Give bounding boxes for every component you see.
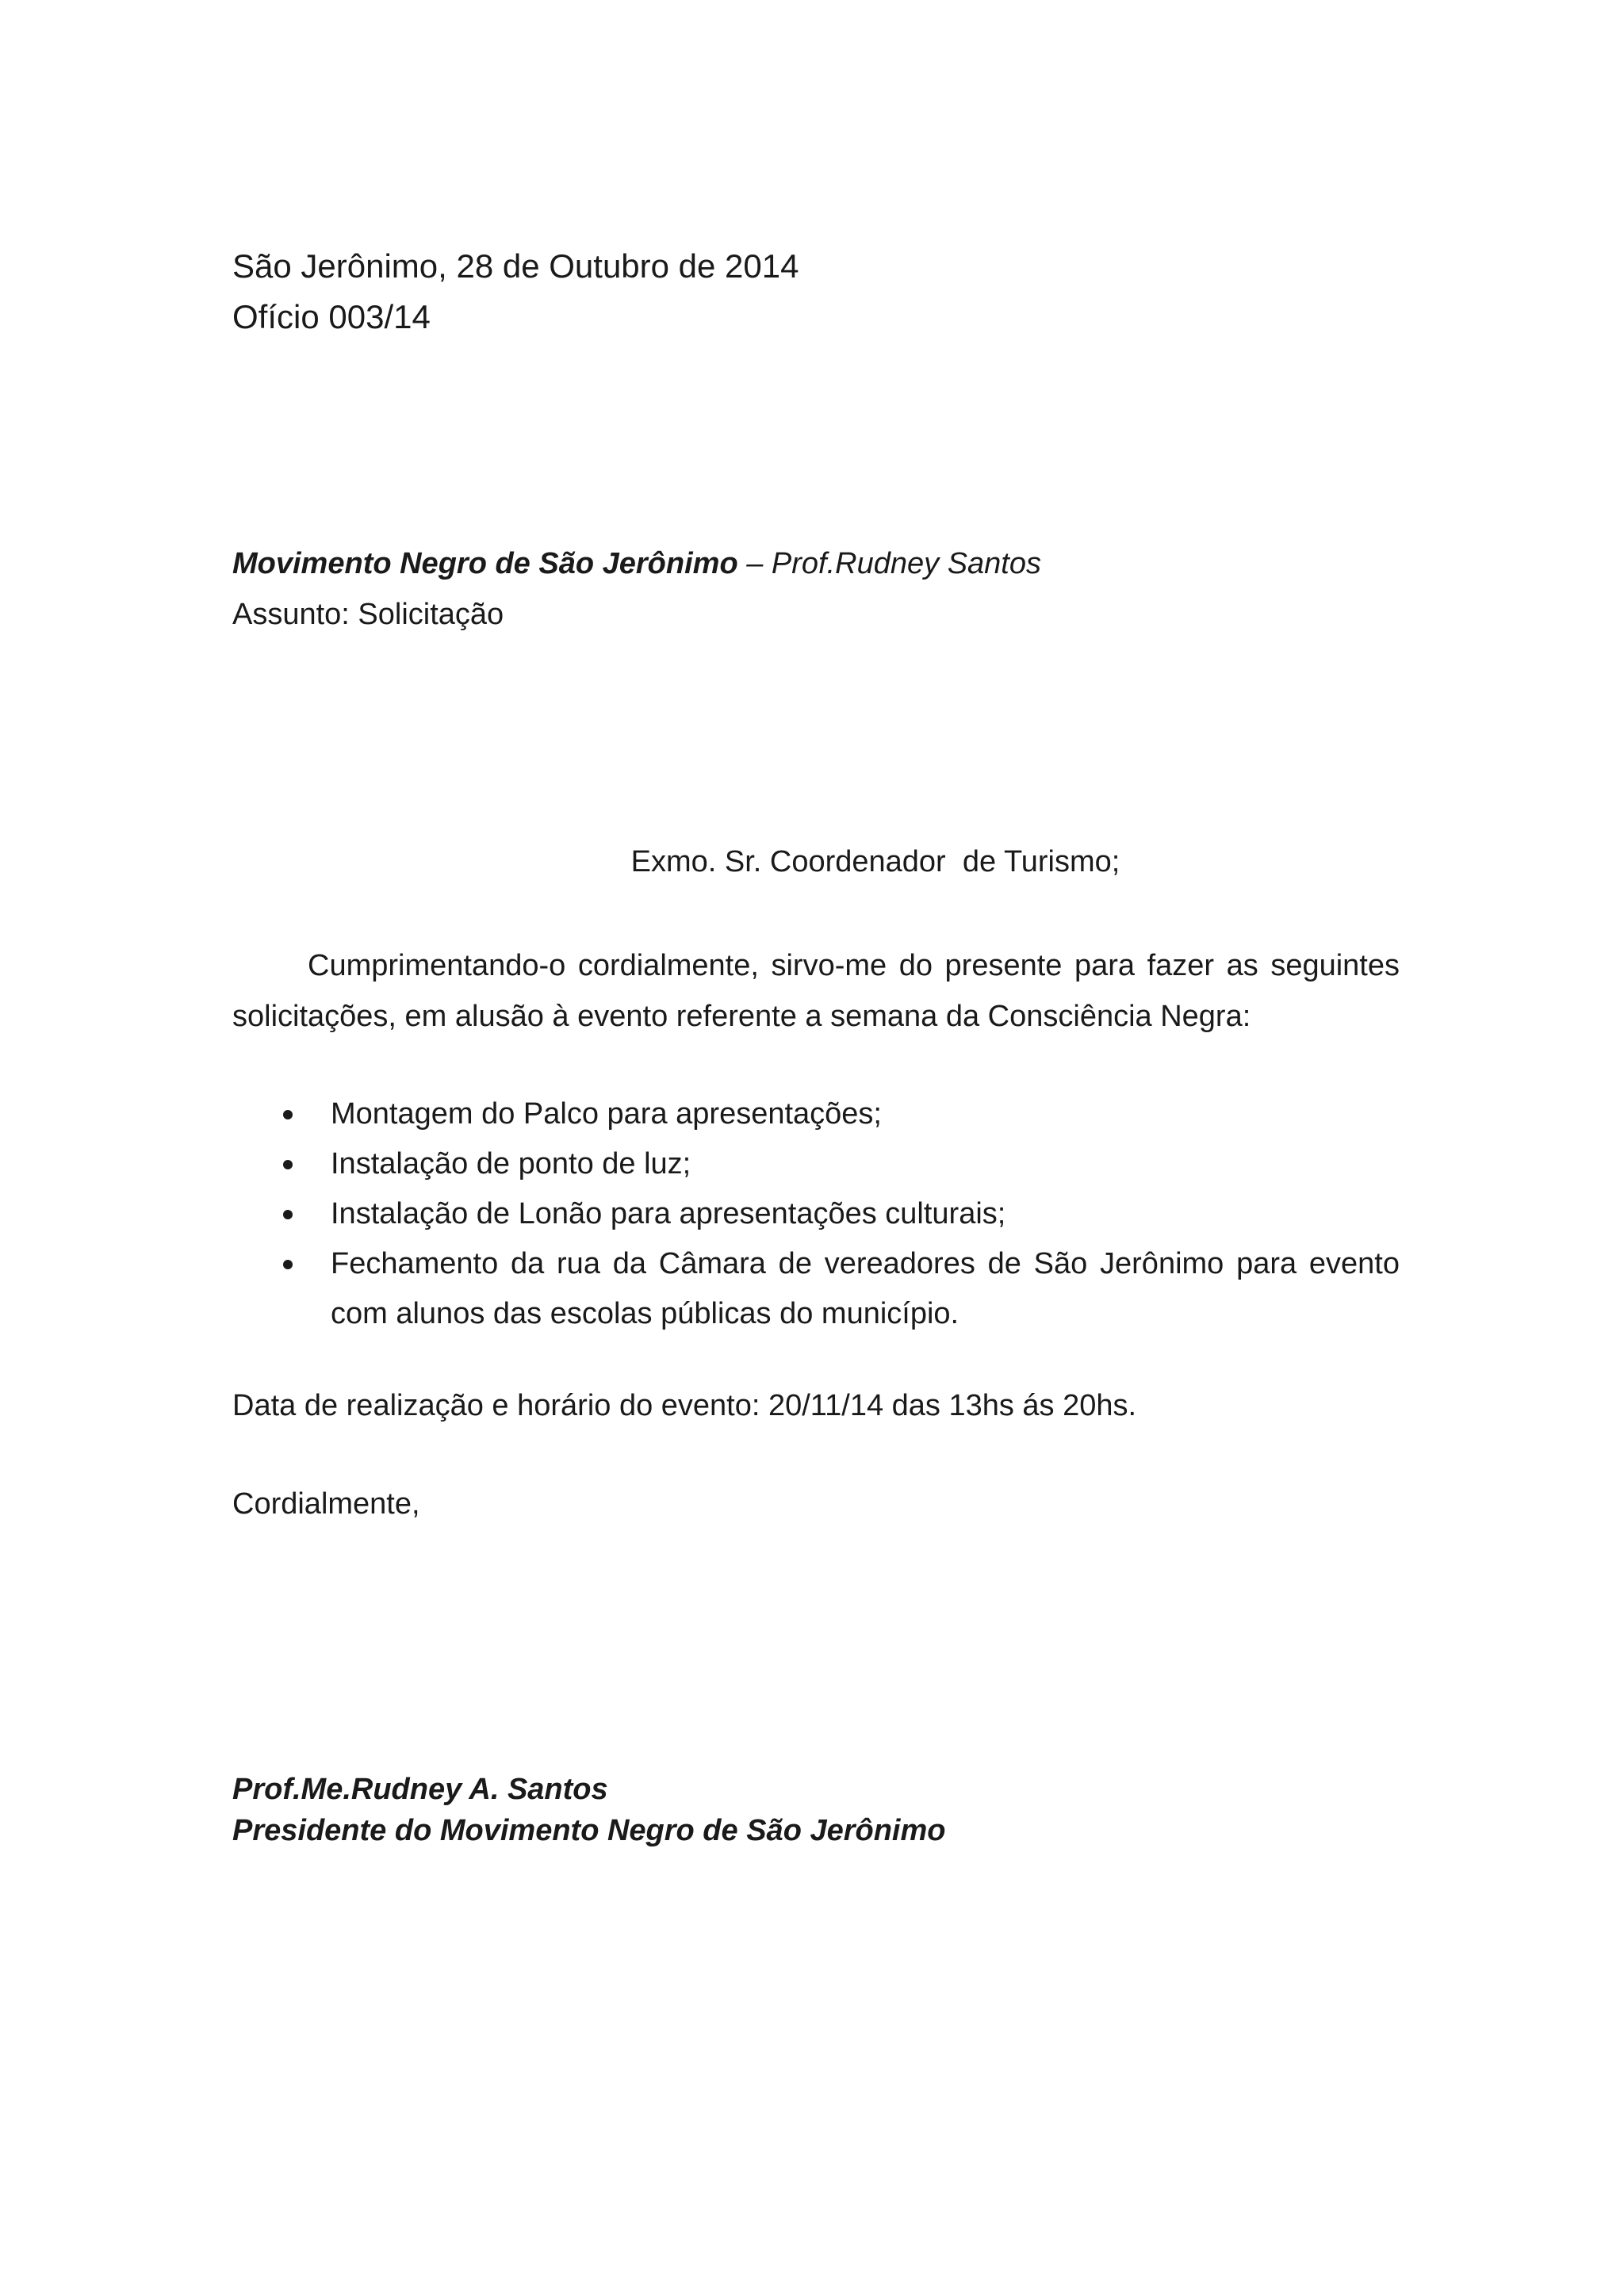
bullet-icon	[283, 1210, 293, 1219]
bullet-icon	[283, 1110, 293, 1119]
salutation-line	[0, 845, 1624, 879]
event-date-line: Data de realização e horário do evento: 20/11/14 das 13hs ás 20hs.	[232, 1389, 1137, 1422]
date-line: São Jerônimo, 28 de Outubro de 2014	[232, 247, 799, 285]
salutation-text: Exmo. Sr. Coordenador de Turismo;	[630, 845, 1120, 878]
request-list	[232, 1089, 1400, 1339]
office-number: Ofício 003/14	[232, 298, 431, 335]
sender-organization: Movimento Negro de São Jerônimo	[232, 547, 738, 580]
list-item	[232, 1189, 1400, 1239]
list-item-text: Fechamento da rua da Câmara de vereadores de São Jerônimo para evento com alunos das escolas públicas do município.	[331, 1247, 1400, 1330]
intro-paragraph: Cumprimentando-o cordialmente, sirvo-me do presente para fazer as seguintes solicitações, em alusão à evento referente a semana da Consciência Negra:	[232, 949, 1400, 1033]
bullet-icon	[283, 1160, 293, 1169]
list-item	[232, 1089, 1400, 1139]
closing-line: Cordialmente,	[232, 1487, 420, 1521]
signature-name: Prof.Me.Rudney A. Santos	[232, 1773, 608, 1806]
list-item	[232, 1139, 1400, 1189]
bullet-icon	[283, 1260, 293, 1269]
sender-name: Prof.Rudney Santos	[771, 547, 1041, 580]
list-item-text: Instalação de ponto de luz;	[331, 1147, 691, 1181]
subject-line: Assunto: Solicitação	[232, 598, 504, 631]
list-item	[232, 1239, 1400, 1339]
list-item-text: Montagem do Palco para apresentações;	[331, 1097, 882, 1131]
signature-title: Presidente do Movimento Negro de São Jerônimo	[232, 1814, 946, 1847]
sender-line	[232, 547, 1041, 581]
list-item-text: Instalação de Lonão para apresentações culturais;	[331, 1197, 1006, 1230]
sender-separator: –	[737, 547, 772, 580]
